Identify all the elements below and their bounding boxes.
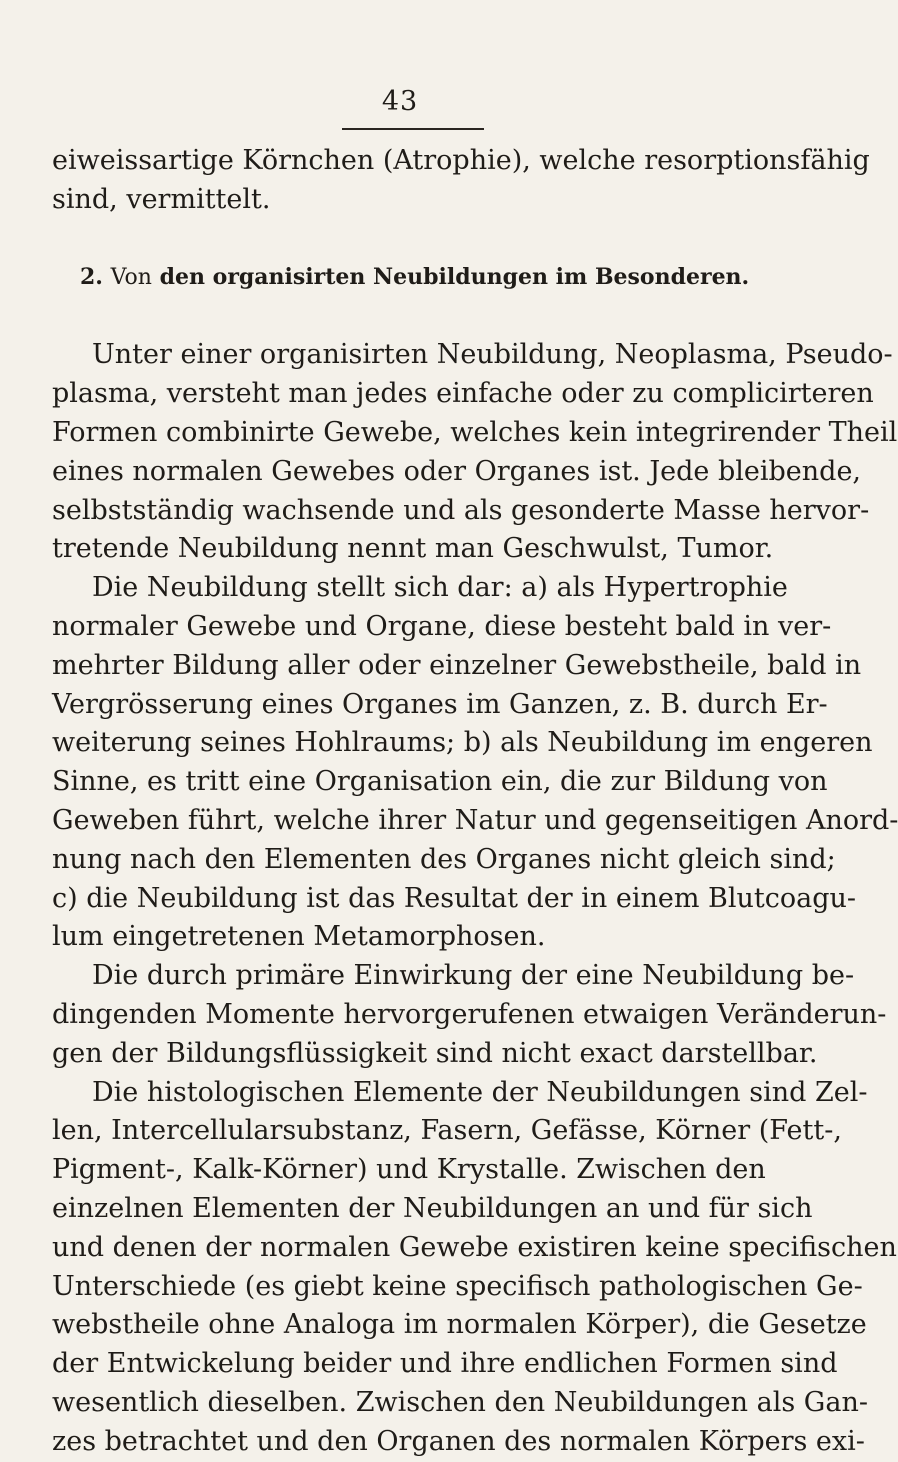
text-line: Die Neubildung stellt sich dar: a) als Hypertrophie xyxy=(92,572,788,604)
text-line: und denen der normalen Gewebe existiren keine specifischen xyxy=(52,1231,897,1263)
text-line: nung nach den Elementen des Organes nicht gleich sind; xyxy=(52,843,836,875)
text-line: Unterschiede (es giebt keine specifisch pathologischen Ge- xyxy=(52,1270,863,1302)
text-line: wesentlich dieselben. Zwischen den Neubildungen als Gan- xyxy=(52,1386,868,1418)
spacer xyxy=(52,296,752,336)
text-line: sind, vermittelt. xyxy=(52,183,271,215)
text-line: weiterung seines Hohlraums; b) als Neubildung im engeren xyxy=(52,727,873,759)
text-line: Formen combinirte Gewebe, welches kein integrirender Theil xyxy=(52,416,898,448)
text-line: Geweben führt, welche ihrer Natur und gegenseitigen Anord- xyxy=(52,804,898,836)
page-number: 43 xyxy=(381,86,419,117)
text-line: selbstständig wachsende und als gesonderte Masse hervor- xyxy=(52,494,870,526)
text-line: webstheile ohne Analoga im normalen Körper), die Gesetze xyxy=(52,1309,867,1341)
paragraph-definition xyxy=(52,336,898,569)
paragraph-forms xyxy=(52,569,898,957)
text-line: normaler Gewebe und Organe, diese besteht bald in ver- xyxy=(52,610,832,642)
text-line: plasma, versteht man jedes einfache oder zu complicirteren xyxy=(52,378,874,410)
section-heading-lead: Von xyxy=(110,264,152,290)
text-line: Sinne, es tritt eine Organisation ein, die zur Bildung von xyxy=(52,766,828,798)
spacer xyxy=(52,220,752,258)
section-heading xyxy=(52,258,752,297)
text-line: Vergrösserung eines Organes im Ganzen, z. B. durch Er- xyxy=(52,688,828,720)
text-line: zes betrachtet und den Organen des normalen Körpers exi- xyxy=(52,1425,865,1457)
paragraph-histology xyxy=(52,1074,897,1462)
top-paragraph xyxy=(52,142,870,220)
section-title: den organisirten Neubildungen im Besonderen. xyxy=(159,263,750,290)
text-line: eines normalen Gewebes oder Organes ist. Jede bleibende, xyxy=(52,455,862,487)
text-line: Pigment-, Kalk-Körner) und Krystalle. Zwischen den xyxy=(52,1154,766,1186)
text-line: tretende Neubildung nennt man Geschwulst, Tumor. xyxy=(52,533,774,565)
text-line: der Entwickelung beider und ihre endlichen Formen sind xyxy=(52,1348,838,1380)
paragraph-primary-effects xyxy=(52,957,887,1073)
page-body xyxy=(52,142,898,1462)
text-line: mehrter Bildung aller oder einzelner Gewebstheile, bald in xyxy=(52,649,862,681)
text-line: Die durch primäre Einwirkung der eine Neubildung be- xyxy=(92,960,855,992)
text-line: c) die Neubildung ist das Resultat der in einem Blutcoagu- xyxy=(52,882,857,914)
text-line: einzelnen Elementen der Neubildungen an und für sich xyxy=(52,1192,813,1224)
text-line: len, Intercellularsubstanz, Fasern, Gefässe, Körner (Fett-, xyxy=(52,1115,842,1147)
text-line: lum eingetretenen Metamorphosen. xyxy=(52,921,546,953)
text-line: eiweissartige Körnchen (Atrophie), welche resorptionsfähig xyxy=(52,145,870,176)
text-line: Unter einer organisirten Neubildung, Neoplasma, Pseudo- xyxy=(92,339,893,371)
text-line: gen der Bildungsflüssigkeit sind nicht exact darstellbar. xyxy=(52,1037,818,1069)
page-number-rule xyxy=(342,128,484,130)
text-line: dingenden Momente hervorgerufenen etwaigen Veränderun- xyxy=(52,998,887,1030)
section-number: 2. xyxy=(80,263,103,290)
text-line: Die histologischen Elemente der Neubildungen sind Zel- xyxy=(92,1076,868,1108)
